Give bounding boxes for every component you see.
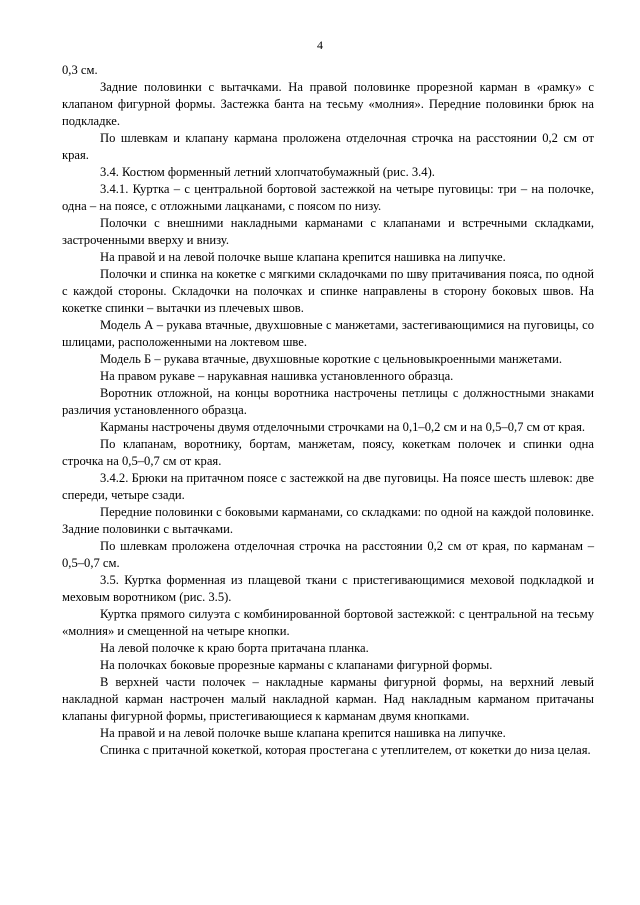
paragraph: Модель Б – рукава втачные, двухшовные короткие с цельновыкроенными манжетами.: [100, 352, 563, 366]
paragraph: Воротник отложной, на концы воротника настрочены петлицы с должностными знаками различия установленного образца.: [62, 386, 594, 417]
paragraph: По шлевкам и клапану кармана проложена отделочная строчка на расстоянии 0,2 см от края.: [62, 131, 594, 162]
paragraph: Куртка прямого силуэта с комбинированной бортовой застежкой: с центральной на тесьму «молния» и смещенной на четыре кнопки.: [62, 607, 594, 638]
paragraph: Задние половинки с вытачками. На правой половинке прорезной карман в «рамку» с клапаном фигурной формы. Застежка банта на тесьму «молния». Передние половинки брюк на подкладке.: [62, 80, 594, 128]
page-number: 4: [317, 38, 323, 52]
paragraph: 0,3 см.: [62, 63, 98, 77]
paragraph: На правой и на левой полочке выше клапана крепится нашивка на липучке.: [100, 250, 506, 264]
subsection-heading: 3.4.1. Куртка – с центральной бортовой застежкой на четыре пуговицы: три – на полочке, одна – на поясе, с отложными лацканами, с поясом по низу.: [62, 182, 594, 213]
paragraph: Полочки и спинка на кокетке с мягкими складочками по шву притачивания пояса, по одной с каждой стороны. Складочки на полочках и спинке направлены в сторону боковых швов. На кокетке спинки – вытачки из плечевых швов.: [62, 267, 594, 315]
paragraph: В верхней части полочек – накладные карманы фигурной формы, на верхний левый накладной карман настрочен малый накладной карман. Над накладным карманом притачаны клапаны фигурной формы, пристегивающиеся к карманам двумя кнопками.: [62, 675, 594, 723]
paragraph: Карманы настрочены двумя отделочными строчками на 0,1–0,2 см и на 0,5–0,7 см от края.: [100, 420, 586, 434]
paragraph: Спинка с притачной кокеткой, которая простегана с утеплителем, от кокетки до низа целая.: [100, 743, 591, 757]
subsection-heading: 3.4.2. Брюки на притачном поясе с застежкой на две пуговицы. На поясе шесть шлевок: две спереди, четыре сзади.: [62, 471, 594, 502]
paragraph: Модель А – рукава втачные, двухшовные с манжетами, застегивающимися на пуговицы, со шлицами, расположенными на локтевом шве.: [62, 318, 594, 349]
paragraph: На правой и на левой полочке выше клапана крепится нашивка на липучке.: [100, 726, 506, 740]
body-text: [62, 62, 594, 759]
section-heading: 3.5. Куртка форменная из плащевой ткани с пристегивающимися меховой подкладкой и меховым воротником (рис. 3.5).: [62, 573, 594, 604]
paragraph: На левой полочке к краю борта притачана планка.: [100, 641, 369, 655]
paragraph: По шлевкам проложена отделочная строчка на расстоянии 0,2 см от края, по карманам – 0,5–0,7 см.: [62, 539, 594, 570]
section-heading: 3.4. Костюм форменный летний хлопчатобумажный (рис. 3.4).: [100, 165, 435, 179]
paragraph: Полочки с внешними накладными карманами с клапанами и встречными складками, застроченными вверху и внизу.: [62, 216, 594, 247]
paragraph: На полочках боковые прорезные карманы с клапанами фигурной формы.: [100, 658, 493, 672]
paragraph: Передние половинки с боковыми карманами, со складками: по одной на каждой половинке. Задние половинки с вытачками.: [62, 505, 594, 536]
paragraph: По клапанам, воротнику, бортам, манжетам, поясу, кокеткам полочек и спинки одна строчка на 0,5–0,7 см от края.: [62, 437, 594, 468]
paragraph: На правом рукаве – нарукавная нашивка установленного образца.: [100, 369, 454, 383]
